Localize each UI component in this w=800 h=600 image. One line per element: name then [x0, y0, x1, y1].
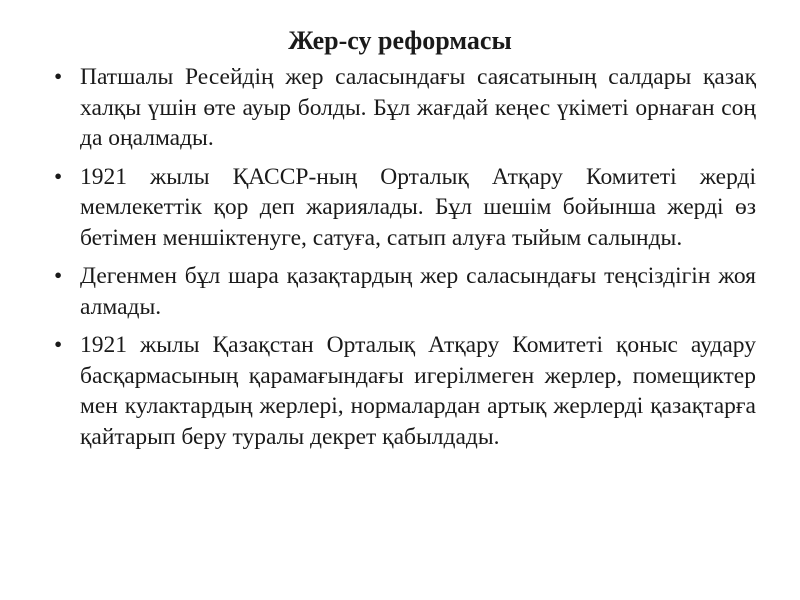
bullet-item — [52, 162, 756, 254]
bullet-icon: • — [54, 263, 63, 289]
slide-title: Жер-су реформасы — [288, 26, 512, 55]
bullet-text: Дегенмен бұл шара қазақтардың жер саласындағы теңсіздігін жоя алмады. — [80, 263, 756, 320]
bullet-text: 1921 жылы ҚАССР-ның Орталық Атқару Комитеті жерді мемлекеттік қор деп жариялады. Бұл шешім бойынша жерді өз бетімен меншіктенуге, сатуға, сатып алуға тыйым салынды. — [80, 163, 756, 251]
bullet-icon: • — [54, 163, 63, 190]
bullet-icon: • — [54, 64, 63, 90]
bullet-item — [52, 261, 756, 322]
bullet-list — [52, 62, 756, 460]
bullet-text: Патшалы Ресейдің жер саласындағы саясатының салдары қазақ халқы үшін өте ауыр болды. Бұл жағдай кеңес үкіметі орнаған соң да оңалмады. — [80, 64, 756, 151]
bullet-text: 1921 жылы Қазақстан Орталық Атқару Комитеті қоныс аудару басқармасының қарамағындағы игерілмеген жерлер, помещиктер мен кулактардың жерлері, нормалардан артық жерлерді қазақтарға қайтарып беру туралы декрет қабылдады. — [80, 332, 756, 450]
bullet-icon: • — [54, 332, 63, 358]
bullet-item — [52, 330, 756, 452]
bullet-item — [52, 62, 756, 154]
